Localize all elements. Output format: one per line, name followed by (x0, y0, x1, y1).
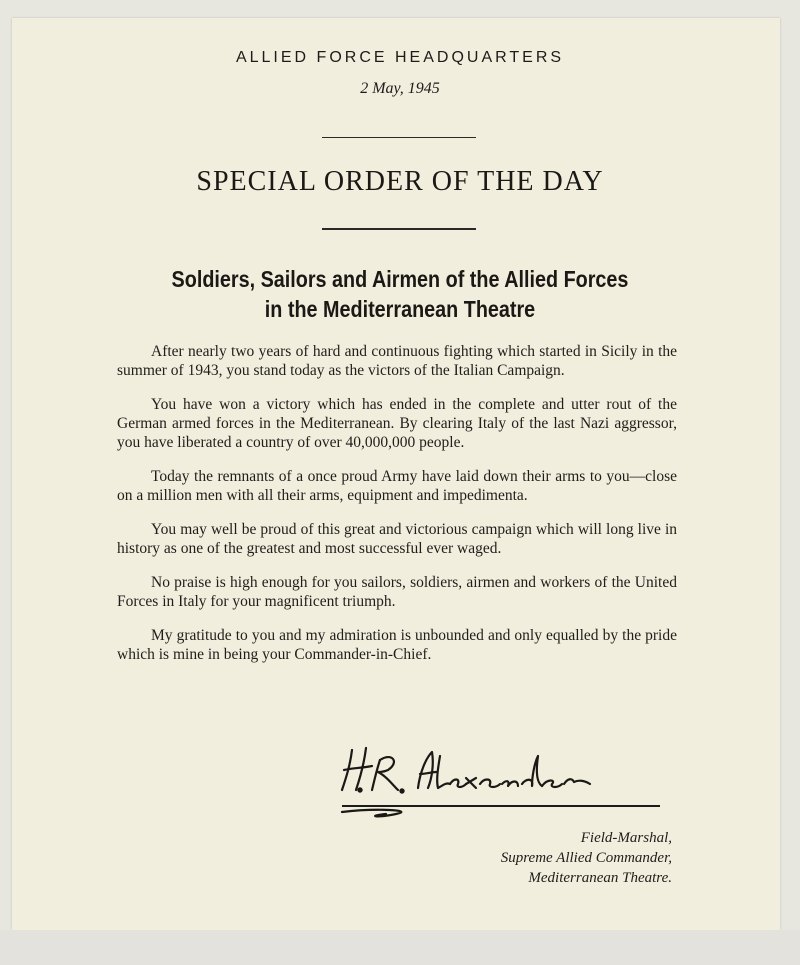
signature-underline (342, 805, 660, 807)
scan-background (0, 930, 800, 965)
signatory-theatre: Mediterranean Theatre. (528, 870, 672, 886)
paragraph-2: You have won a victory which has ended in the complete and utter rout of the German armed forces in the Mediterranean. By clearing Italy of the last Nazi aggressor, you have liberated a country of over 40,000,000 people. (117, 396, 677, 451)
paragraph-6: My gratitude to you and my admiration is unbounded and only equalled by the pride which is mine in being your Commander-in-Chief. (117, 627, 677, 663)
salutation-line-2: in the Mediterranean Theatre (264, 296, 536, 322)
headquarters-heading: ALLIED FORCE HEADQUARTERS (235, 49, 565, 66)
signatory-title (501, 828, 672, 888)
signatory-position: Supreme Allied Commander, (500, 850, 672, 866)
divider-bottom (322, 228, 476, 230)
divider-top (322, 137, 476, 138)
paragraph-3: Today the remnants of a once proud Army have laid down their arms to you—close on a million men with all their arms, equipment and impedimenta. (117, 468, 677, 504)
salutation (56, 264, 744, 324)
signatory-rank: Field-Marshal, (580, 830, 672, 846)
salutation-line-1: Soldiers, Sailors and Airmen of the Allied Forces (171, 266, 629, 292)
paragraph-1: After nearly two years of hard and continuous fighting which started in Sicily in the summer of 1943, you stand today as the victors of the Italian Campaign. (117, 343, 677, 379)
order-date: 2 May, 1945 (360, 80, 440, 97)
handwritten-signature (336, 738, 666, 828)
order-body (117, 342, 677, 679)
paragraph-4: You may well be proud of this great and victorious campaign which will long live in history as one of the greatest and most successful ever waged. (117, 521, 677, 557)
paragraph-5: No praise is high enough for you sailors, soldiers, airmen and workers of the United Forces in Italy for your magnificent triumph. (117, 574, 677, 610)
page-title: SPECIAL ORDER OF THE DAY (196, 166, 604, 197)
